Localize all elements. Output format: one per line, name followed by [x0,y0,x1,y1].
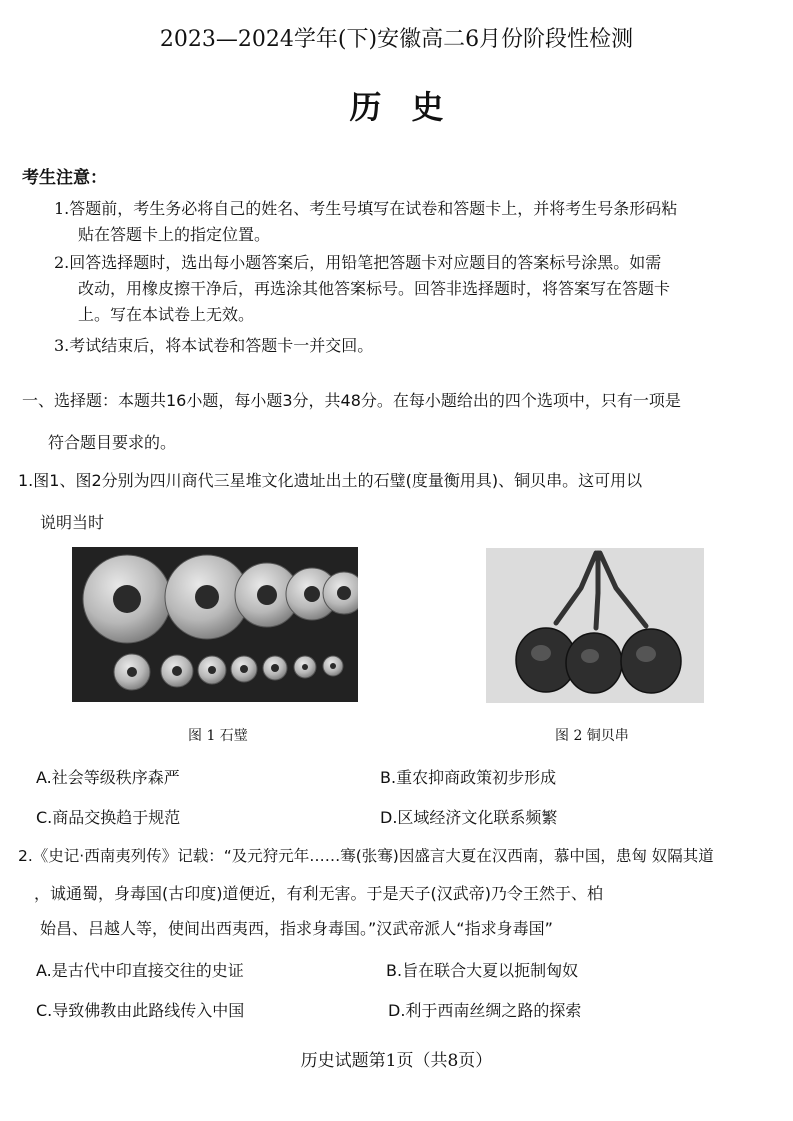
figure-1-stone-discs [72,547,358,702]
question-1-option-d[interactable]: D.区域经济文化联系频繁 [380,808,558,827]
question-1-option-a[interactable]: A.社会等级秩序森严 [36,768,180,787]
question-2-stem-cont-1: ，诚通蜀，身毒国(古印度)道便近，有利无害。于是天子(汉武帝)乃令王然于、柏 [34,884,603,903]
question-2-option-a[interactable]: A.是古代中印直接交往的史证 [36,961,244,980]
question-2-stem: 2.《史记·西南夷列传》记载：“及元狩元年……骞(张骞)因盛言大夏在汉西南，慕中国，患匈 奴隔其道 [18,847,714,865]
exam-title: 2023—2024学年(下)安徽高二6月份阶段性检测 [159,27,634,52]
figure-1-caption: 图 1 石璧 [188,728,248,744]
notice-item-2-cont-1: 改动，用橡皮擦干净后，再选涂其他答案标号。回答非选择题时，将答案写在答题卡 [78,279,671,298]
notice-item-2: 2.回答选择题时，选出每小题答案后，用铅笔把答题卡对应题目的答案标号涂黑。如需 [54,253,662,272]
notice-heading: 考生注意： [22,168,107,188]
bronze-shell-string-image [486,548,704,703]
figure-2-bronze-shell-string [486,548,704,703]
question-1-stem: 1.图1、图2分别为四川商代三星堆文化遗址出土的石璧(度量衡用具)、铜贝串。这可用以 [18,471,643,490]
notice-item-3: 3.考试结束后，将本试卷和答题卡一并交回。 [54,336,374,355]
figure-2-caption: 图 2 铜贝串 [555,728,629,744]
question-2-option-c[interactable]: C.导致佛教由此路线传入中国 [36,1001,245,1020]
notice-item-2-cont-2: 上。写在本试卷上无效。 [78,305,255,324]
section-heading: 一、选择题：本题共16小题，每小题3分，共48分。在每小题给出的四个选项中，只有一项是 [22,391,681,410]
section-heading-cont: 符合题目要求的。 [48,433,177,452]
question-2-stem-cont-2: 始昌、吕越人等，使间出西夷西，指求身毒国。”汉武帝派人“指求身毒国” [40,919,553,938]
stone-discs-image [72,547,358,702]
page-footer: 历史试题第1页（共8页） [300,1051,493,1071]
subject-title: 历史 [349,88,474,126]
question-2-option-b[interactable]: B.旨在联合大夏以扼制匈奴 [386,961,579,980]
question-1-option-b[interactable]: B.重农抑商政策初步形成 [380,768,557,787]
question-1-option-c[interactable]: C.商品交换趋于规范 [36,808,181,827]
notice-item-1: 1.答题前，考生务必将自己的姓名、考生号填写在试卷和答题卡上，并将考生号条形码粘 [54,199,678,218]
notice-item-1-cont: 贴在答题卡上的指定位置。 [78,225,271,244]
question-1-stem-cont: 说明当时 [40,513,105,532]
question-2-option-d[interactable]: D.利于西南丝绸之路的探索 [388,1001,582,1020]
